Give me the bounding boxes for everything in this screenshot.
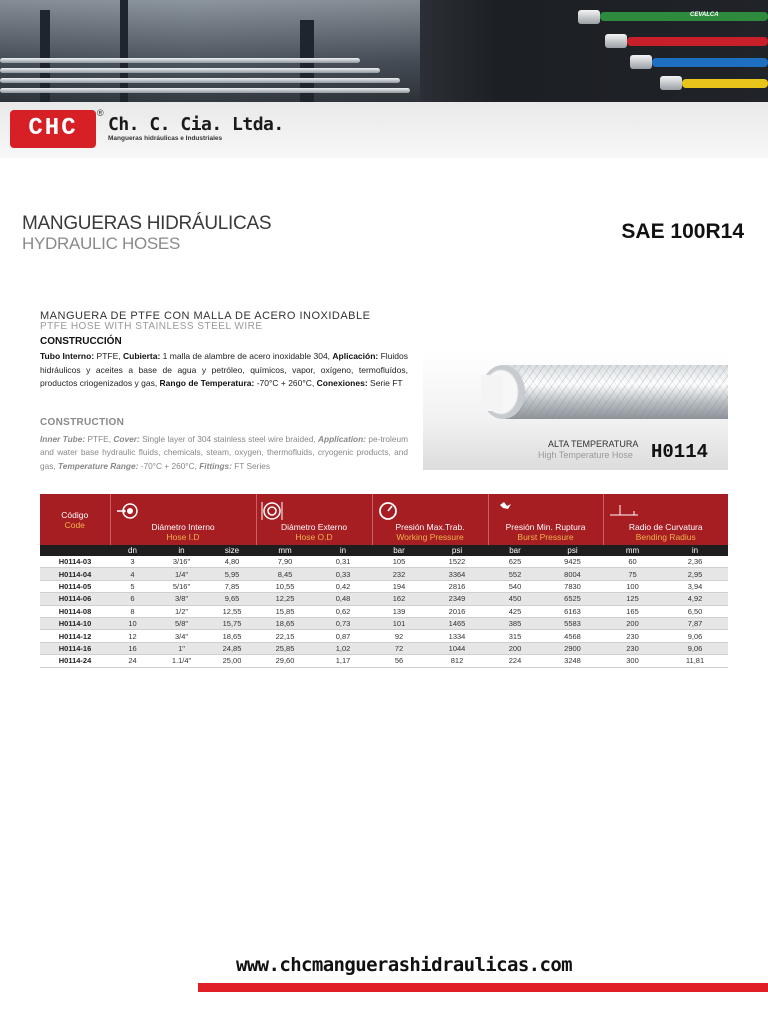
table-cell: 3 [110, 556, 155, 568]
row-code-cell: H0114-03 [40, 556, 110, 568]
table-cell: 3/8" [155, 593, 208, 605]
table-cell: 230 [603, 630, 662, 642]
badge-high-temp-es: ALTA TEMPERATURA [548, 439, 639, 449]
table-cell: 1.1/4" [155, 655, 208, 667]
website-link[interactable]: www.chcmanguerashidraulicas.com [236, 954, 573, 976]
table-row [40, 630, 728, 642]
product-subtitle-es: MANGUERA DE PTFE CON MALLA DE ACERO INOXIDABLE [40, 310, 371, 322]
hero-pipe [0, 58, 360, 63]
table-cell: 139 [372, 605, 426, 617]
construction-text-en: Inner Tube: PTFE, Cover: Single layer of 304 stainless steel wire braided, Application: pe-troleum and water base hydraulic fluids, chemicals, steam, oxygen, thermofluids, cryogenic products, and gas, Temperature Range: -70°C + 260°C, Fittings: FT Series [40, 434, 408, 471]
row-code-cell: H0114-24 [40, 655, 110, 667]
table-cell: 105 [372, 556, 426, 568]
table-cell: 72 [372, 642, 426, 654]
table-cell: 11,81 [662, 655, 728, 667]
construction-heading-en: CONSTRUCTION [40, 417, 125, 428]
table-row [40, 605, 728, 617]
hose-fitting-icon [605, 34, 627, 48]
table-cell: 56 [372, 655, 426, 667]
table-cell: 22,15 [256, 630, 314, 642]
table-cell: 1,17 [314, 655, 372, 667]
row-code-cell: H0114-12 [40, 630, 110, 642]
company-tagline: Mangueras hidráulicas e Industriales [108, 135, 223, 142]
table-cell: 540 [488, 580, 542, 592]
unit-cell: in [662, 545, 728, 556]
unit-cell: bar [488, 545, 542, 556]
pressure-gauge-icon [373, 501, 403, 521]
table-cell: 1334 [426, 630, 488, 642]
hero-pipe [0, 78, 400, 83]
table-cell: 10,55 [256, 580, 314, 592]
table-cell: 6163 [542, 605, 603, 617]
table-row [40, 617, 728, 629]
table-cell: 101 [372, 617, 426, 629]
registered-mark: ® [97, 108, 104, 118]
table-cell: 5/8" [155, 617, 208, 629]
table-cell: 0,31 [314, 556, 372, 568]
table-cell: 200 [603, 617, 662, 629]
table-cell: 224 [488, 655, 542, 667]
table-cell: 92 [372, 630, 426, 642]
hero-hose-red [627, 37, 768, 46]
construction-text-es: Tubo Interno: PTFE, Cubierta: 1 malla de alambre de acero inoxidable 304, Aplicación: Fluidos hidráulicos y aceites a base de agua y petróleo, químicos, vapor, oxígeno, termofluídos, productos criogenizados y gas, Rango de Temperatura: -70°C + 260°C, Conexiones: Serie FT [40, 351, 409, 388]
table-cell: 100 [603, 580, 662, 592]
table-cell: 9,65 [208, 593, 256, 605]
table-cell: 3248 [542, 655, 603, 667]
table-cell: 0,48 [314, 593, 372, 605]
row-code-cell: H0114-08 [40, 605, 110, 617]
table-cell: 1522 [426, 556, 488, 568]
unit-cell: psi [426, 545, 488, 556]
standard-title: SAE 100R14 [621, 220, 744, 243]
hero-tower [120, 0, 128, 102]
unit-cell: in [314, 545, 372, 556]
table-cell: 125 [603, 593, 662, 605]
table-cell: 1/2" [155, 605, 208, 617]
table-cell: 5/16" [155, 580, 208, 592]
hero-hose-blue [652, 58, 768, 67]
unit-cell: mm [256, 545, 314, 556]
row-code-cell: H0114-04 [40, 568, 110, 580]
table-cell: 3/4" [155, 630, 208, 642]
table-cell: 625 [488, 556, 542, 568]
table-cell: 3,94 [662, 580, 728, 592]
inner-diameter-icon [111, 501, 141, 521]
table-cell: 29,60 [256, 655, 314, 667]
unit-cell: size [208, 545, 256, 556]
table-cell: 6525 [542, 593, 603, 605]
table-cell: 1044 [426, 642, 488, 654]
hero-pipe [0, 88, 410, 93]
hose-fitting-icon [660, 76, 682, 90]
table-cell: 812 [426, 655, 488, 667]
table-row [40, 568, 728, 580]
table-cell: 5,95 [208, 568, 256, 580]
table-cell: 0,33 [314, 568, 372, 580]
table-cell: 9425 [542, 556, 603, 568]
table-cell: 4568 [542, 630, 603, 642]
table-cell: 1,02 [314, 642, 372, 654]
row-code-cell: H0114-10 [40, 617, 110, 629]
table-cell: 10 [110, 617, 155, 629]
table-cell: 200 [488, 642, 542, 654]
spec-table [40, 494, 728, 668]
hero-refinery-image [0, 0, 420, 102]
table-cell: 0,42 [314, 580, 372, 592]
table-cell: 7,90 [256, 556, 314, 568]
company-logo[interactable] [10, 110, 96, 148]
table-cell: 25,00 [208, 655, 256, 667]
table-cell: 6 [110, 593, 155, 605]
category-title-en: HYDRAULIC HOSES [22, 234, 180, 253]
table-cell: 2,95 [662, 568, 728, 580]
construction-heading-es: CONSTRUCCIÓN [40, 336, 122, 347]
column-header-code: Código Code [40, 494, 110, 545]
table-cell: 24 [110, 655, 155, 667]
table-cell: 2816 [426, 580, 488, 592]
column-header-working-pressure: Presión Max.Trab. Working Pressure [372, 494, 488, 545]
product-code: H0114 [651, 441, 709, 463]
table-cell: 12,55 [208, 605, 256, 617]
product-subtitle-en: PTFE HOSE WITH STAINLESS STEEL WIRE [40, 321, 263, 332]
unit-cell: in [155, 545, 208, 556]
table-cell: 15,85 [256, 605, 314, 617]
table-cell: 5 [110, 580, 155, 592]
hero-pipe [0, 68, 380, 73]
table-cell: 162 [372, 593, 426, 605]
unit-cell: psi [542, 545, 603, 556]
row-code-cell: H0114-06 [40, 593, 110, 605]
table-cell: 60 [603, 556, 662, 568]
hero-banner [0, 0, 768, 102]
table-cell: 12,25 [256, 593, 314, 605]
table-cell: 9,06 [662, 642, 728, 654]
table-cell: 300 [603, 655, 662, 667]
table-cell: 7830 [542, 580, 603, 592]
unit-cell: mm [603, 545, 662, 556]
table-cell: 4,80 [208, 556, 256, 568]
table-cell: 450 [488, 593, 542, 605]
column-header-burst-pressure: Presión Min. Ruptura Burst Pressure [488, 494, 603, 545]
table-cell: 18,65 [256, 617, 314, 629]
column-header-inner-diameter: Diámetro Interno Hose I.D [110, 494, 256, 545]
hero-hose-yellow [682, 79, 768, 88]
table-row [40, 655, 728, 667]
table-cell: 0,73 [314, 617, 372, 629]
table-cell: 230 [603, 642, 662, 654]
table-row [40, 580, 728, 592]
table-cell: 8004 [542, 568, 603, 580]
table-cell: 232 [372, 568, 426, 580]
table-cell: 1" [155, 642, 208, 654]
table-cell: 194 [372, 580, 426, 592]
table-header-row [40, 494, 728, 545]
table-cell: 6,50 [662, 605, 728, 617]
table-cell: 385 [488, 617, 542, 629]
table-cell: 24,85 [208, 642, 256, 654]
bending-radius-icon [604, 501, 644, 521]
table-cell: 2016 [426, 605, 488, 617]
table-cell: 25,85 [256, 642, 314, 654]
footer-red-bar [198, 983, 768, 992]
table-cell: 5583 [542, 617, 603, 629]
table-cell: 552 [488, 568, 542, 580]
unit-cell [40, 545, 110, 556]
company-name: Ch. C. Cia. Ltda. [108, 114, 284, 135]
table-body [40, 556, 728, 667]
table-cell: 15,75 [208, 617, 256, 629]
table-cell: 165 [603, 605, 662, 617]
table-cell: 2,36 [662, 556, 728, 568]
row-code-cell: H0114-16 [40, 642, 110, 654]
table-units-row [40, 545, 728, 556]
table-cell: 7,87 [662, 617, 728, 629]
category-title-es: MANGUERAS HIDRÁULICAS [22, 213, 272, 234]
outer-diameter-icon [257, 501, 287, 521]
unit-cell: bar [372, 545, 426, 556]
burst-icon [489, 501, 519, 521]
table-cell: 1465 [426, 617, 488, 629]
table-row [40, 593, 728, 605]
hero-hose-green [600, 12, 768, 21]
table-cell: 4 [110, 568, 155, 580]
table-cell: 16 [110, 642, 155, 654]
table-cell: 315 [488, 630, 542, 642]
hose-fitting-icon [578, 10, 600, 24]
table-cell: 18,65 [208, 630, 256, 642]
logo-text: CHC [28, 115, 78, 142]
table-cell: 0,87 [314, 630, 372, 642]
table-cell: 7,85 [208, 580, 256, 592]
table-cell: 425 [488, 605, 542, 617]
table-cell: 0,62 [314, 605, 372, 617]
table-cell: 8,45 [256, 568, 314, 580]
column-header-bending-radius: Radio de Curvatura Bending Radius [603, 494, 728, 545]
table-cell: 12 [110, 630, 155, 642]
table-cell: 9,06 [662, 630, 728, 642]
badge-high-temp-en: High Temperature Hose [538, 450, 633, 460]
table-cell: 4,92 [662, 593, 728, 605]
hero-hose-brand: CEVALCA [690, 12, 719, 18]
hose-fitting-icon [630, 55, 652, 69]
row-code-cell: H0114-05 [40, 580, 110, 592]
table-cell: 2900 [542, 642, 603, 654]
table-cell: 8 [110, 605, 155, 617]
table-cell: 1/4" [155, 568, 208, 580]
table-cell: 3364 [426, 568, 488, 580]
table-cell: 3/16" [155, 556, 208, 568]
table-cell: 75 [603, 568, 662, 580]
table-row [40, 642, 728, 654]
column-header-outer-diameter: Diámetro Externo Hose O.D [256, 494, 372, 545]
unit-cell: dn [110, 545, 155, 556]
table-row [40, 556, 728, 568]
table-cell: 2349 [426, 593, 488, 605]
